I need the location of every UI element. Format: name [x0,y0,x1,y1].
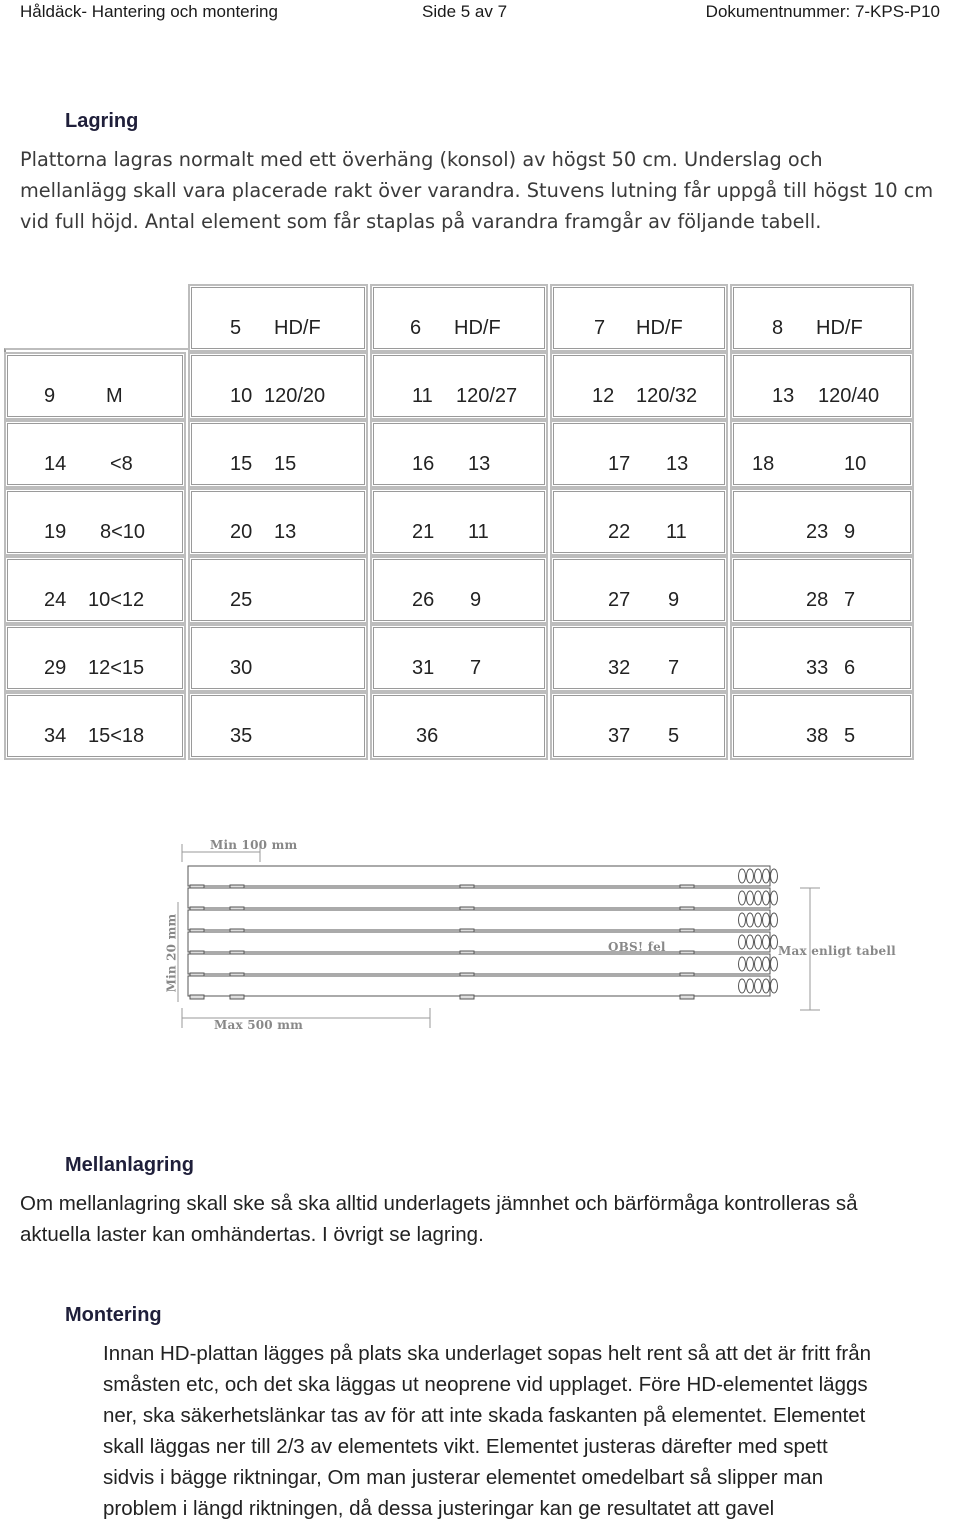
table-cell [370,624,548,692]
table-cell [550,556,728,624]
cell-value: 5 [844,725,856,747]
section-heading-montering: Montering [65,1304,162,1326]
table-cell [4,624,186,692]
cell-value: 15<18 [88,725,145,747]
table-cell [730,284,914,352]
cell-number: 32 [608,657,631,679]
paragraph-line: småsten etc, och det ska läggas ut neoprene vid upplaget. Före HD-elementet läggs [103,1373,868,1396]
cell-number: 20 [230,521,253,543]
paragraph-line: aktuella laster kan omhändertas. I övrigt se lagring. [20,1223,484,1246]
cell-number: 11 [412,385,433,407]
cell-number: 35 [230,725,253,747]
cell-value: 13 [274,521,297,543]
page-number: Side 5 av 7 [422,2,508,21]
cell-value: 5 [668,725,680,747]
table-cell [730,556,914,624]
cell-value: 120/32 [636,385,698,407]
cell-value: 6 [844,657,856,679]
table-cell [188,488,368,556]
paragraph-line: mellanlägg skall vara placerade rakt över varandra. Stuvens lutning får uppgå till högst 10 cm [20,179,934,202]
table-cell [730,420,914,488]
table-cell [188,352,368,420]
cell-value: 11 [468,521,489,543]
cell-value: 9 [844,521,856,543]
table-cell [4,692,186,760]
table-cell [188,556,368,624]
paragraph-line: Innan HD-plattan lägges på plats ska underlaget sopas helt rent så att det är fritt från [103,1342,872,1365]
table-cell [4,420,186,488]
table-cell [730,352,914,420]
cell-value: 120/40 [818,385,880,407]
table-cell [370,284,548,352]
cell-number: 36 [416,725,439,747]
label-min-20: Min 20 mm [164,913,179,993]
cell-value: 12<15 [88,657,145,679]
cell-value: 15 [274,453,297,475]
table-cell [188,692,368,760]
section-heading-lagring: Lagring [65,110,139,132]
table-cell [730,692,914,760]
cell-number: 17 [608,453,631,475]
cell-number: 6 [410,317,422,339]
cell-number: 29 [44,657,67,679]
table-cell [550,692,728,760]
table-cell [370,488,548,556]
cell-value: 7 [668,657,680,679]
cell-value: 8<10 [100,521,146,543]
cell-value: 10<12 [88,589,145,611]
cell-value: HD/F [274,317,321,339]
cell-value: 9 [470,589,482,611]
page-header [20,0,940,26]
cell-value: 7 [844,589,856,611]
mellanlagring-paragraph [20,1188,955,1250]
cell-value: 11 [666,521,687,543]
cell-value: 120/20 [264,385,326,407]
cell-value: 9 [668,589,680,611]
table-cell [188,284,368,352]
paragraph-line: sidvis i bägge riktningar, Om man justerar elementet omedelbart så slipper man [103,1466,824,1489]
cell-number: 14 [44,453,67,475]
table-cell [550,284,728,352]
montering-paragraph [103,1338,953,1524]
table-cell [4,488,186,556]
cell-value: 10 [844,453,867,475]
cell-value: M [106,385,123,407]
cell-number: 33 [806,657,829,679]
table-cell [188,420,368,488]
table-cell [370,692,548,760]
table-cell [550,352,728,420]
cell-value: HD/F [454,317,501,339]
table-cell [730,624,914,692]
cell-number: 10 [230,385,253,407]
cell-number: 25 [230,589,253,611]
stacking-diagram [160,832,896,1042]
cell-number: 24 [44,589,67,611]
cell-number: 22 [608,521,631,543]
cell-number: 38 [806,725,829,747]
label-obs-fel: OBS! fel [608,940,666,954]
stack-drawing [160,832,890,1042]
paragraph-line: ner, ska säkerhetslänkar tas av för att inte skada faskanten på elementet. Elementet [103,1404,866,1427]
cell-number: 37 [608,725,631,747]
cell-value: 13 [666,453,689,475]
table-cell [730,488,914,556]
cell-value: 13 [468,453,491,475]
paragraph-line: problem i längd riktningen, då dessa justeringar kan ge resultatet att gavel [103,1497,775,1520]
label-max-500: Max 500 mm [214,1018,304,1032]
paragraph-line: vid full höjd. Antal element som får staplas på varandra framgår av följande tabell. [20,210,822,233]
cell-number: 8 [772,317,784,339]
cell-number: 16 [412,453,435,475]
stacking-table [4,284,914,762]
document-number: Dokumentnummer: 7-KPS-P10 [705,2,940,21]
cell-number: 21 [412,521,435,543]
cell-number: 30 [230,657,253,679]
paragraph-line: Plattorna lagras normalt med ett överhäng (konsol) av högst 50 cm. Underslag och [20,148,823,171]
section-heading-mellanlagring: Mellanlagring [65,1154,194,1176]
cell-number: 31 [412,657,435,679]
table-cell [370,352,548,420]
cell-number: 27 [608,589,631,611]
lagring-paragraph [20,144,950,237]
cell-value: HD/F [636,317,683,339]
table-cell [370,556,548,624]
cell-number: 28 [806,589,829,611]
table-cell [550,488,728,556]
table-cell [188,624,368,692]
paragraph-line: skall läggas ner till 2/3 av elementets vikt. Elementet justeras därefter med spett [103,1435,828,1458]
cell-value: HD/F [816,317,863,339]
cell-number: 7 [594,317,606,339]
document-title: Håldäck- Hantering och montering [20,2,278,21]
table-cell [4,352,186,420]
table-cell [550,420,728,488]
cell-number: 5 [230,317,242,339]
cell-number: 18 [752,453,775,475]
cell-number: 34 [44,725,67,747]
cell-number: 26 [412,589,435,611]
cell-number: 12 [592,385,615,407]
table-cell [550,624,728,692]
cell-number: 15 [230,453,253,475]
label-min-100: Min 100 mm [210,838,298,852]
cell-number: 13 [772,385,795,407]
cell-value: 120/27 [456,385,518,407]
cell-number: 19 [44,521,67,543]
table-cell [370,420,548,488]
cell-number: 23 [806,521,829,543]
paragraph-line: Om mellanlagring skall ske så ska alltid underlagets jämnhet och bärförmåga kontrolleras så [20,1192,858,1215]
cell-number: 9 [44,385,56,407]
cell-value: 7 [470,657,482,679]
label-max-enligt-tabell: Max enligt tabell [778,944,896,958]
cell-value: <8 [110,453,133,475]
table-cell [4,556,186,624]
